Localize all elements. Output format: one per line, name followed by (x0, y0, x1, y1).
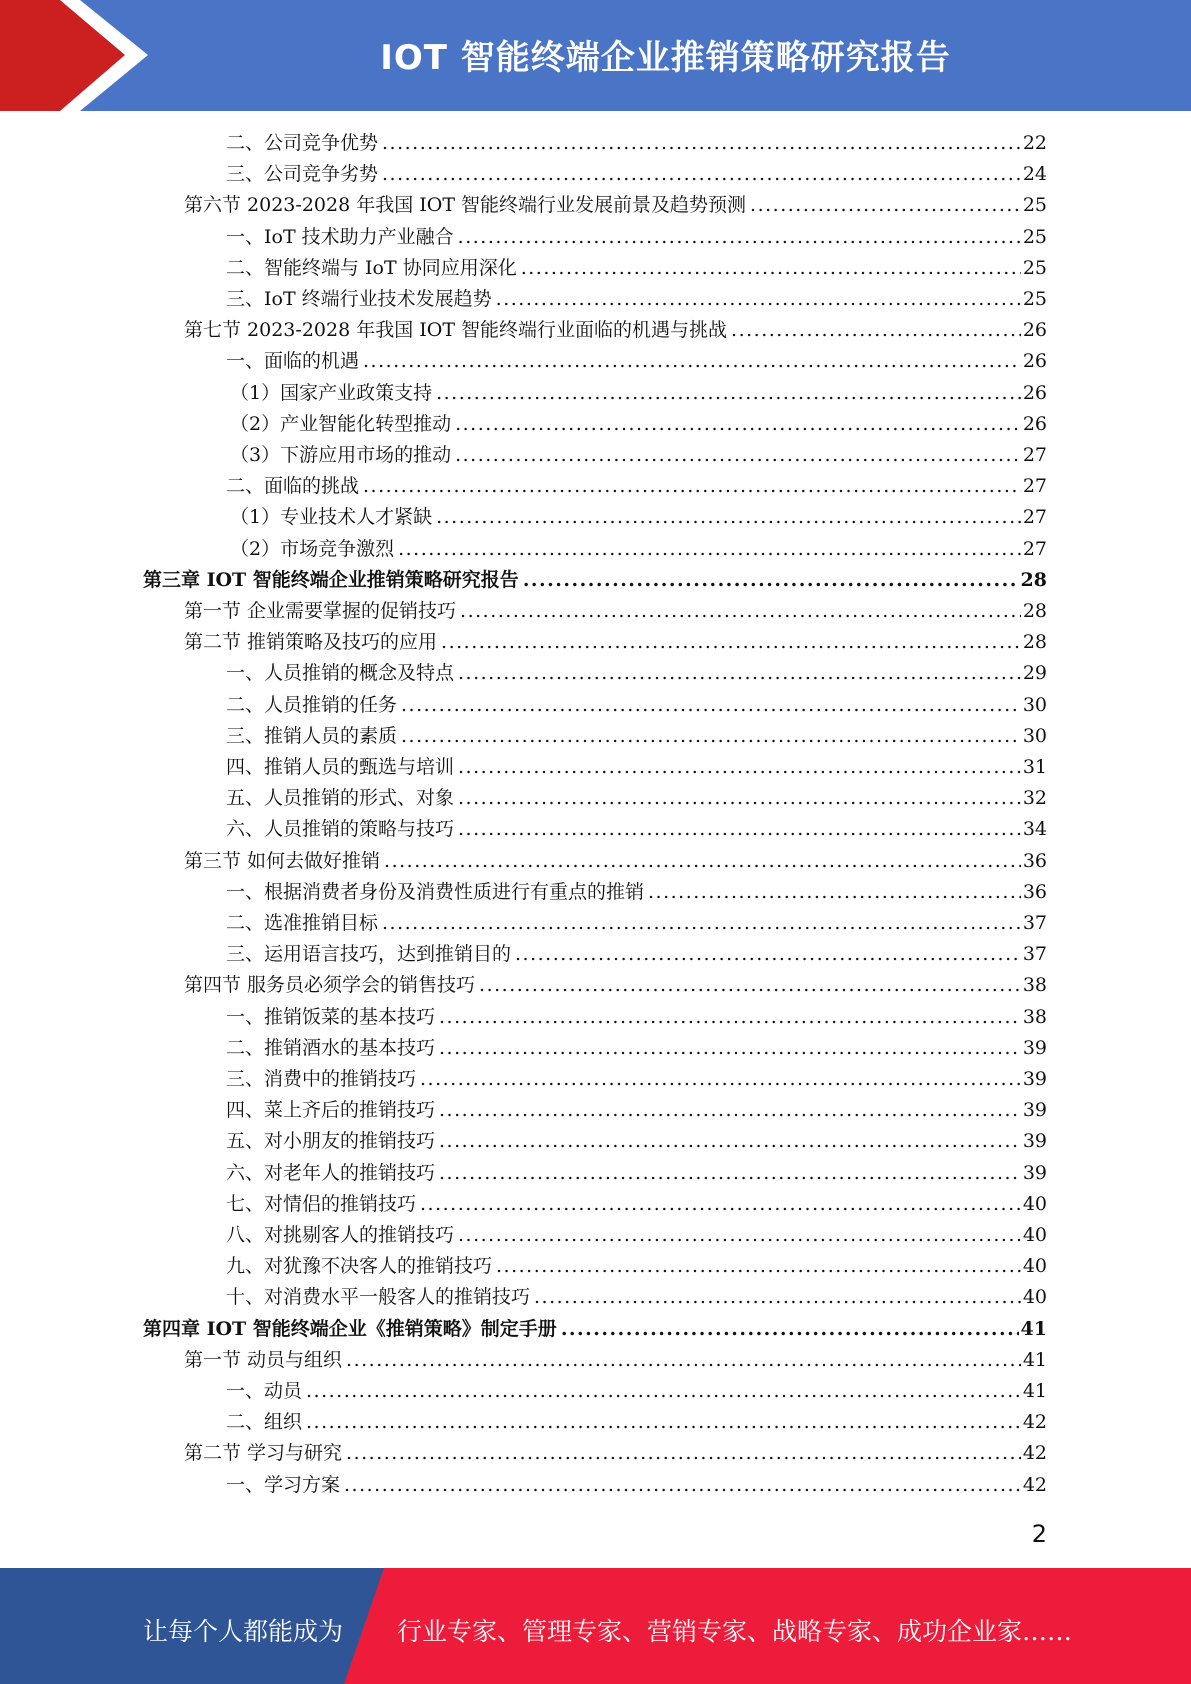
toc-dot-leader (458, 783, 1021, 814)
toc-entry[interactable] (226, 1470, 1047, 1501)
toc-entry-label: 二、公司竞争优势 (226, 132, 379, 154)
toc-dot-leader (534, 1282, 1021, 1313)
toc-entry-label: （2）市场竞争激烈 (230, 537, 395, 560)
toc-entry-page: 41 (1022, 1348, 1047, 1371)
toc-entry-page: 40 (1022, 1255, 1047, 1278)
toc-entry-page: 31 (1022, 756, 1047, 778)
toc-entry-label: 第二节 学习与研究 (184, 1442, 343, 1465)
toc-entry[interactable] (226, 159, 1047, 190)
toc-dot-leader (384, 846, 1021, 877)
toc-entry-page: 25 (1022, 225, 1047, 248)
toc-entry-page: 27 (1022, 444, 1047, 466)
toc-dot-leader (455, 409, 1021, 440)
toc-dot-leader (458, 222, 1021, 253)
toc-entry-page: 28 (1020, 568, 1047, 591)
toc-dot-leader (460, 596, 1021, 627)
toc-entry[interactable] (226, 222, 1047, 253)
toc-entry-label: 第三章 IOT 智能终端企业推销策略研究报告 (143, 568, 519, 591)
toc-entry-label: 四、菜上齐后的推销技巧 (226, 1099, 436, 1122)
toc-entry-label: 六、人员推销的策略与技巧 (226, 818, 455, 841)
toc-entry-label: 三、IoT 终端行业技术发展趋势 (226, 288, 492, 310)
toc-dot-leader (648, 877, 1021, 908)
toc-entry[interactable] (226, 1282, 1047, 1313)
toc-entry[interactable] (226, 814, 1047, 845)
toc-dot-leader (496, 284, 1021, 315)
toc-entry-page: 39 (1022, 1130, 1047, 1153)
toc-entry[interactable] (143, 565, 1047, 596)
toc-entry[interactable] (184, 1345, 1047, 1376)
toc-entry-page: 30 (1022, 724, 1047, 747)
toc-entry[interactable] (230, 440, 1047, 471)
toc-entry-label: （2）产业智能化转型推动 (230, 412, 452, 435)
toc-dot-leader (382, 159, 1021, 190)
toc-entry-label: 五、人员推销的形式、对象 (226, 787, 455, 810)
toc-dot-leader (496, 1251, 1021, 1282)
toc-dot-leader (458, 1220, 1021, 1251)
page-number: 2 (1031, 1520, 1047, 1548)
toc-entry[interactable] (226, 783, 1047, 814)
toc-entry-label: 六、对老年人的推销技巧 (226, 1161, 436, 1184)
toc-entry-page: 26 (1022, 412, 1047, 435)
toc-entry-page: 38 (1022, 1005, 1047, 1028)
toc-entry-page: 30 (1022, 693, 1047, 716)
toc-dot-leader (458, 752, 1021, 783)
toc-dot-leader (731, 315, 1021, 346)
toc-entry-page: 26 (1022, 350, 1047, 373)
toc-entry[interactable] (226, 284, 1047, 315)
toc-dot-leader (458, 814, 1021, 845)
toc-dot-leader (382, 128, 1021, 159)
toc-entry-page: 39 (1022, 1068, 1047, 1090)
toc-entry[interactable] (226, 1095, 1047, 1126)
toc-entry[interactable] (226, 1064, 1047, 1095)
toc-entry[interactable] (226, 1376, 1047, 1407)
toc-entry[interactable] (226, 908, 1047, 939)
toc-dot-leader (439, 1002, 1021, 1033)
toc-dot-leader (436, 502, 1021, 533)
toc-entry-page: 27 (1022, 537, 1047, 560)
toc-entry-label: 九、对犹豫不决客人的推销技巧 (226, 1255, 493, 1278)
toc-entry-page: 28 (1022, 631, 1047, 654)
toc-entry-label: 第二节 推销策略及技巧的应用 (184, 631, 438, 654)
toc-dot-leader (344, 1470, 1021, 1501)
toc-entry[interactable] (184, 970, 1047, 1001)
footer-slogan-right: 行业专家、管理专家、营销专家、战略专家、成功企业家…… (397, 1617, 1073, 1646)
toc-entry-label: 第七节 2023-2028 年我国 IOT 智能终端行业面临的机遇与挑战 (184, 319, 728, 342)
toc-entry-label: 一、IoT 技术助力产业融合 (226, 225, 454, 248)
toc-entry-page: 41 (1022, 1380, 1047, 1402)
toc-entry-page: 40 (1022, 1286, 1047, 1309)
toc-entry[interactable] (226, 1407, 1047, 1438)
toc-entry[interactable] (226, 1033, 1047, 1064)
toc-entry[interactable] (226, 1126, 1047, 1157)
toc-dot-leader (439, 1095, 1021, 1126)
toc-entry-label: 十、对消费水平一般客人的推销技巧 (226, 1286, 531, 1309)
toc-entry[interactable] (143, 1314, 1047, 1345)
toc-entry-label: 第一节 动员与组织 (184, 1348, 343, 1371)
toc-entry-label: 四、推销人员的甄选与培训 (226, 756, 455, 778)
toc-entry-page: 40 (1022, 1192, 1047, 1215)
toc-dot-leader (401, 721, 1021, 752)
toc-entry-label: 一、根据消费者身份及消费性质进行有重点的推销 (226, 880, 645, 903)
toc-entry[interactable] (230, 534, 1047, 565)
toc-entry-page: 34 (1022, 818, 1047, 841)
toc-entry[interactable] (184, 190, 1047, 221)
toc-entry-label: 二、组织 (226, 1411, 303, 1434)
toc-entry-label: 第四章 IOT 智能终端企业《推销策略》制定手册 (143, 1317, 557, 1340)
toc-entry[interactable] (226, 1220, 1047, 1251)
toc-entry-label: 三、消费中的推销技巧 (226, 1068, 417, 1090)
toc-entry-label: 七、对情侣的推销技巧 (226, 1192, 417, 1215)
toc-entry-page: 39 (1022, 1036, 1047, 1059)
toc-entry[interactable] (226, 939, 1047, 970)
toc-entry-page: 25 (1022, 256, 1047, 279)
toc-entry-label: 一、人员推销的概念及特点 (226, 662, 455, 685)
page-header (0, 0, 1191, 111)
toc-entry-page: 42 (1022, 1442, 1047, 1465)
toc-dot-leader (515, 939, 1021, 970)
toc-entry-label: 一、推销饭菜的基本技巧 (226, 1005, 436, 1028)
toc-entry-page: 26 (1022, 381, 1047, 404)
toc-entry[interactable] (226, 877, 1047, 908)
toc-entry-label: 一、面临的机遇 (226, 350, 360, 373)
toc-dot-leader (479, 970, 1021, 1001)
toc-entry-page: 27 (1022, 475, 1047, 498)
toc-entry[interactable] (184, 846, 1047, 877)
toc-dot-leader (420, 1189, 1021, 1220)
toc-entry-page: 28 (1022, 600, 1047, 622)
toc-dot-leader (363, 346, 1021, 377)
toc-entry-label: 二、智能终端与 IoT 协同应用深化 (226, 256, 517, 279)
toc-entry-page: 22 (1022, 132, 1047, 154)
toc-entry-page: 32 (1022, 787, 1047, 810)
header-title: IOT 智能终端企业推销策略研究报告 (380, 38, 951, 78)
toc-entry[interactable] (226, 471, 1047, 502)
toc-entry-label: 三、公司竞争劣势 (226, 163, 379, 186)
toc-entry[interactable] (184, 1438, 1047, 1469)
toc-entry[interactable] (184, 627, 1047, 658)
toc-entry-label: （1）国家产业政策支持 (230, 381, 433, 404)
toc-entry-page: 24 (1022, 163, 1047, 186)
toc-entry-page: 26 (1022, 319, 1047, 342)
toc-entry[interactable] (230, 409, 1047, 440)
toc-entry-page: 42 (1022, 1473, 1047, 1496)
toc-dot-leader (523, 565, 1019, 596)
toc-entry-page: 40 (1022, 1224, 1047, 1246)
toc-dot-leader (346, 1345, 1021, 1376)
toc-entry-label: 二、推销酒水的基本技巧 (226, 1036, 436, 1059)
toc-entry[interactable] (226, 128, 1047, 159)
toc-entry[interactable] (226, 346, 1047, 377)
toc-entry-label: 第一节 企业需要掌握的促销技巧 (184, 600, 457, 622)
toc-dot-leader (363, 471, 1021, 502)
toc-entry-label: 第三节 如何去做好推销 (184, 849, 381, 872)
toc-entry-label: 二、人员推销的任务 (226, 693, 398, 716)
toc-entry-page: 39 (1022, 1161, 1047, 1184)
toc-entry-label: 三、运用语言技巧，达到推销目的 (226, 943, 512, 966)
toc-dot-leader (346, 1438, 1021, 1469)
toc-entry-label: 第六节 2023-2028 年我国 IOT 智能终端行业发展前景及趋势预测 (184, 194, 747, 217)
toc-dot-leader (401, 690, 1021, 721)
toc-entry-label: 第四节 服务员必须学会的销售技巧 (184, 974, 476, 997)
toc-entry-page: 29 (1022, 662, 1047, 685)
toc-entry[interactable] (226, 658, 1047, 689)
toc-entry[interactable] (230, 502, 1047, 533)
toc-entry-page: 41 (1020, 1317, 1047, 1340)
footer-slogan-left: 让每个人都能成为 (143, 1617, 344, 1646)
toc-entry[interactable] (226, 690, 1047, 721)
toc-dot-leader (436, 378, 1021, 409)
toc-entry-label: 二、选准推销目标 (226, 912, 379, 934)
toc-dot-leader (398, 534, 1021, 565)
toc-dot-leader (306, 1407, 1021, 1438)
toc-entry-label: 一、学习方案 (226, 1473, 341, 1496)
toc-dot-leader (306, 1376, 1021, 1407)
page-footer (0, 1568, 1191, 1684)
toc-entry-label: 五、对小朋友的推销技巧 (226, 1130, 436, 1153)
toc-entry-page: 37 (1022, 943, 1047, 966)
toc-entry-label: 八、对挑剔客人的推销技巧 (226, 1224, 455, 1246)
toc-entry-page: 25 (1022, 288, 1047, 310)
toc-entry-label: 二、面临的挑战 (226, 475, 360, 498)
toc-entry[interactable] (230, 378, 1047, 409)
toc-dot-leader (750, 190, 1021, 221)
toc-dot-leader (561, 1314, 1019, 1345)
toc-dot-leader (441, 627, 1021, 658)
toc-entry-label: （1）专业技术人才紧缺 (230, 506, 433, 529)
toc-dot-leader (382, 908, 1021, 939)
toc-entry[interactable] (184, 315, 1047, 346)
toc-dot-leader (455, 440, 1021, 471)
toc-entry-label: 三、推销人员的素质 (226, 724, 398, 747)
toc-entry[interactable] (226, 1002, 1047, 1033)
toc-entry-page: 39 (1022, 1099, 1047, 1122)
toc-dot-leader (521, 253, 1021, 284)
toc-entry-page: 37 (1022, 912, 1047, 934)
toc-entry[interactable] (226, 1189, 1047, 1220)
toc-entry-page: 38 (1022, 974, 1047, 997)
toc-entry[interactable] (184, 596, 1047, 627)
toc-entry-page: 36 (1022, 880, 1047, 903)
toc-entry[interactable] (226, 721, 1047, 752)
toc-entry[interactable] (226, 253, 1047, 284)
toc-entry[interactable] (226, 752, 1047, 783)
toc-dot-leader (439, 1126, 1021, 1157)
toc-entry-page: 25 (1022, 194, 1047, 217)
toc-dot-leader (439, 1158, 1021, 1189)
toc-entry-page: 36 (1022, 849, 1047, 872)
toc-entry-page: 27 (1022, 506, 1047, 529)
toc-dot-leader (458, 658, 1021, 689)
toc-entry[interactable] (226, 1251, 1047, 1282)
toc-entry-label: 一、动员 (226, 1380, 303, 1402)
toc-dot-leader (439, 1033, 1021, 1064)
toc-entry-label: （3）下游应用市场的推动 (230, 444, 452, 466)
toc-dot-leader (420, 1064, 1021, 1095)
toc-entry[interactable] (226, 1158, 1047, 1189)
toc-entry-page: 42 (1022, 1411, 1047, 1434)
